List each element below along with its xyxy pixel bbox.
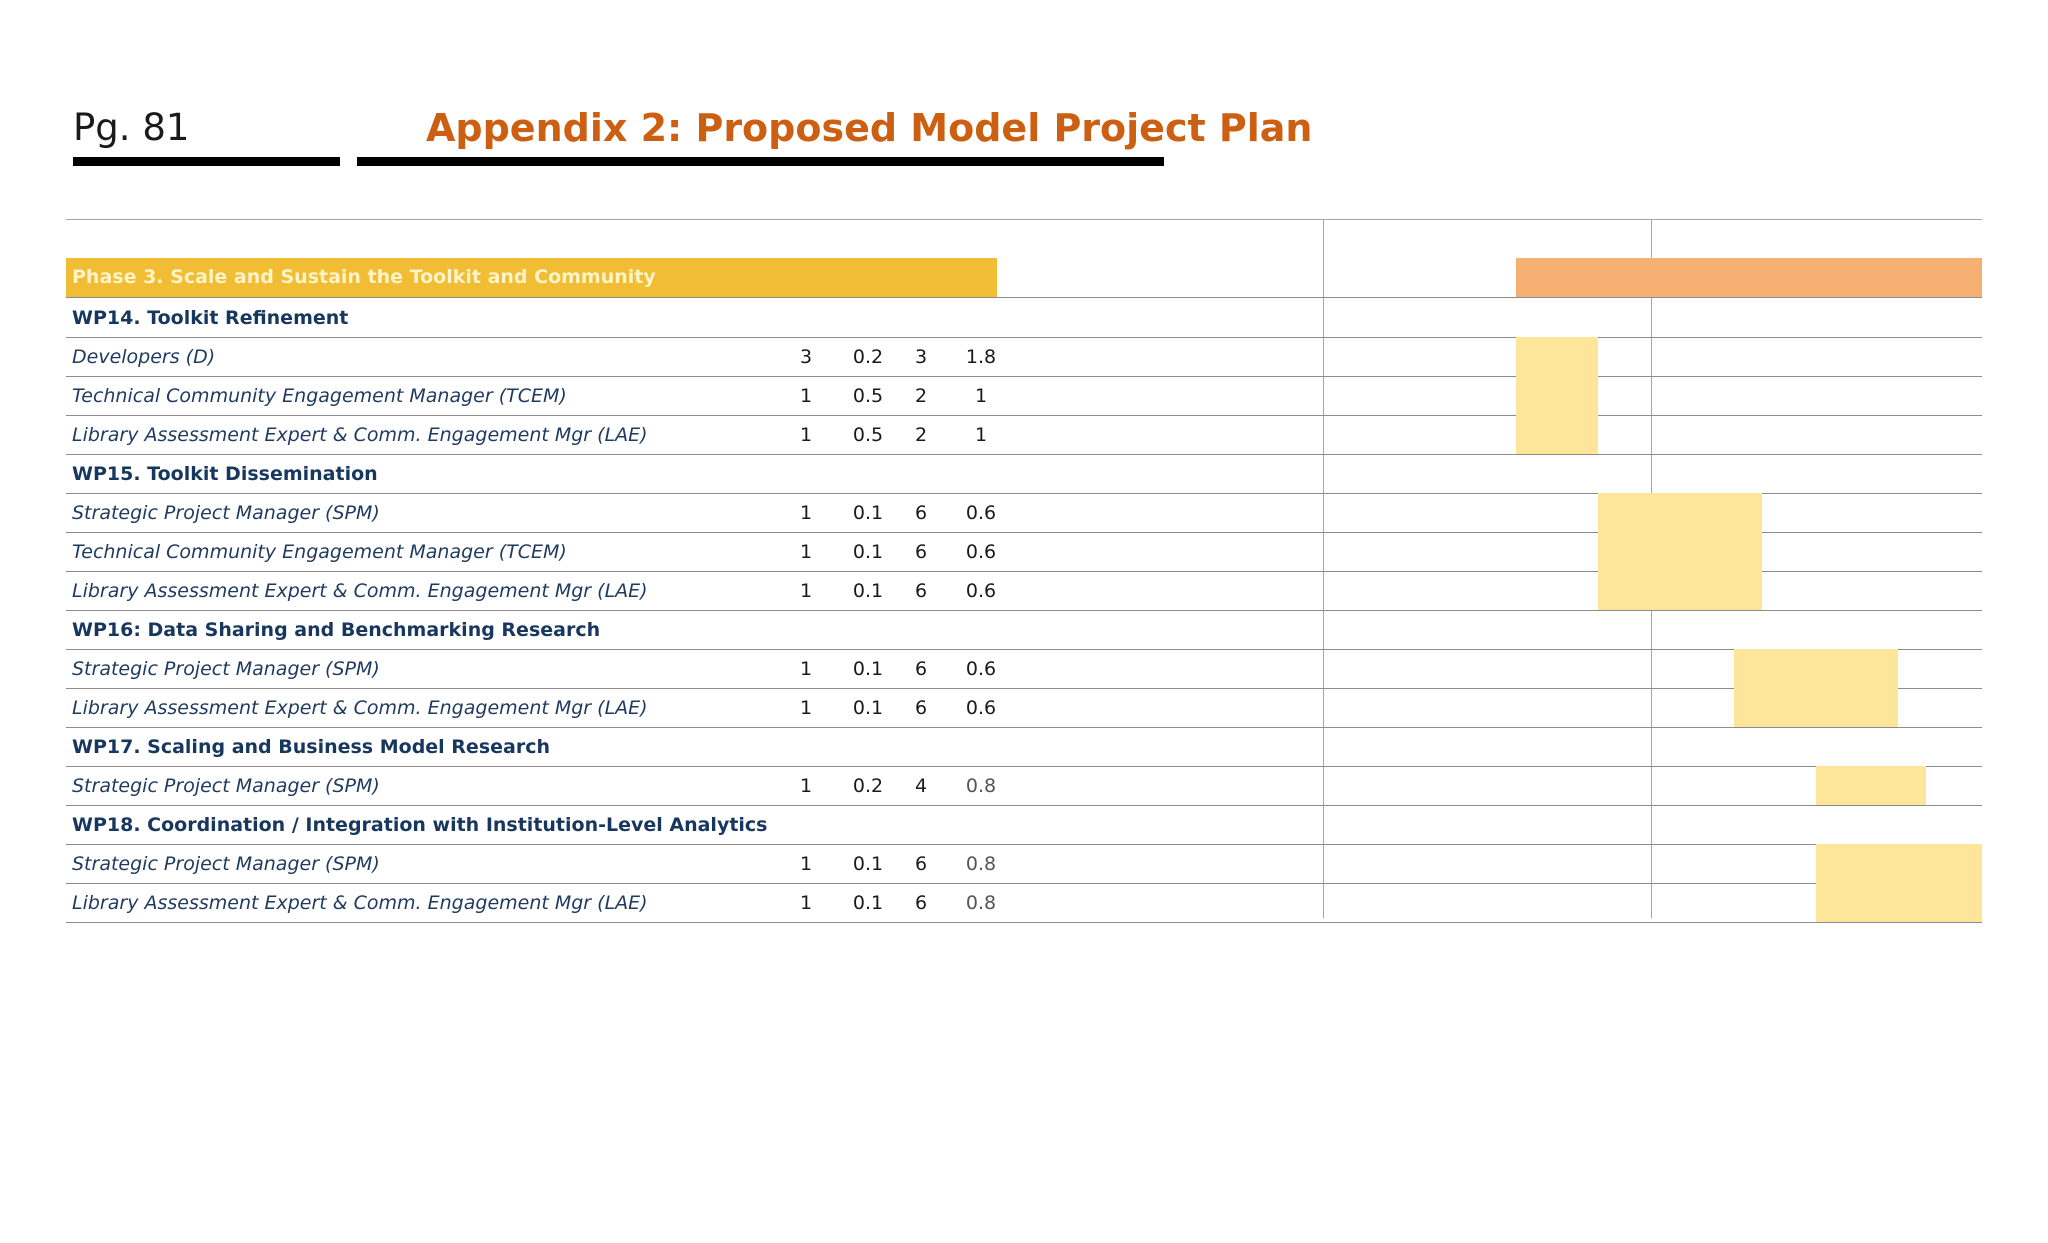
months-value: 2 xyxy=(914,424,928,446)
months-value: 6 xyxy=(914,580,928,602)
timeline-bar xyxy=(1516,415,1598,454)
project-plan-table xyxy=(66,219,1982,919)
role-label: Library Assessment Expert & Comm. Engagement Mgr (LAE) xyxy=(72,697,648,719)
role-row xyxy=(66,376,1982,416)
effort-value: 0.6 xyxy=(965,502,997,524)
page-number: Pg. 81 xyxy=(73,106,190,149)
title-rule xyxy=(357,157,1164,166)
effort-value: 0.6 xyxy=(965,697,997,719)
months-value: 6 xyxy=(914,541,928,563)
fte-value: 0.1 xyxy=(852,580,884,602)
fte-value: 0.5 xyxy=(852,385,884,407)
role-row xyxy=(66,493,1982,533)
effort-value: 0.6 xyxy=(965,541,997,563)
staff-count: 1 xyxy=(799,658,813,680)
work-package-row xyxy=(66,298,1982,338)
table-top-rule xyxy=(66,219,1982,220)
effort-value: 1 xyxy=(974,424,988,446)
months-value: 4 xyxy=(914,775,928,797)
phase-row xyxy=(66,258,1982,298)
effort-value: 0.8 xyxy=(965,853,997,875)
phase-timeline-bar xyxy=(1516,258,1982,297)
role-row xyxy=(66,844,1982,884)
role-label: Technical Community Engagement Manager (TCEM) xyxy=(72,385,567,407)
page-title: Appendix 2: Proposed Model Project Plan xyxy=(426,106,1313,150)
staff-count: 1 xyxy=(799,424,813,446)
months-value: 2 xyxy=(914,385,928,407)
effort-value: 0.8 xyxy=(965,775,997,797)
phase-label: Phase 3. Scale and Sustain the Toolkit and Community xyxy=(72,266,656,288)
months-value: 6 xyxy=(914,658,928,680)
effort-value: 1.8 xyxy=(965,346,997,368)
months-value: 6 xyxy=(914,697,928,719)
role-row xyxy=(66,883,1982,923)
fte-value: 0.1 xyxy=(852,502,884,524)
role-label: Strategic Project Manager (SPM) xyxy=(72,775,380,797)
months-value: 3 xyxy=(914,346,928,368)
role-label: Strategic Project Manager (SPM) xyxy=(72,853,380,875)
page-number-rule xyxy=(73,157,340,166)
role-row xyxy=(66,532,1982,572)
fte-value: 0.1 xyxy=(852,658,884,680)
role-row xyxy=(66,337,1982,377)
effort-value: 1 xyxy=(974,385,988,407)
months-value: 6 xyxy=(914,853,928,875)
staff-count: 1 xyxy=(799,853,813,875)
timeline-bar xyxy=(1734,688,1898,727)
timeline-bar xyxy=(1816,766,1926,805)
fte-value: 0.1 xyxy=(852,853,884,875)
role-row xyxy=(66,688,1982,728)
role-label: Library Assessment Expert & Comm. Engagement Mgr (LAE) xyxy=(72,892,648,914)
work-package-row xyxy=(66,727,1982,767)
effort-value: 0.6 xyxy=(965,658,997,680)
work-package-label: WP17. Scaling and Business Model Research xyxy=(72,736,550,758)
work-package-row xyxy=(66,805,1982,845)
fte-value: 0.1 xyxy=(852,697,884,719)
fte-value: 0.1 xyxy=(852,892,884,914)
role-row xyxy=(66,571,1982,611)
effort-value: 0.6 xyxy=(965,580,997,602)
staff-count: 1 xyxy=(799,541,813,563)
role-label: Library Assessment Expert & Comm. Engagement Mgr (LAE) xyxy=(72,580,648,602)
timeline-bar xyxy=(1816,883,1982,922)
timeline-bar xyxy=(1598,532,1762,571)
timeline-bar xyxy=(1734,649,1898,688)
role-label: Developers (D) xyxy=(72,346,216,368)
fte-value: 0.2 xyxy=(852,346,884,368)
fte-value: 0.2 xyxy=(852,775,884,797)
work-package-label: WP18. Coordination / Integration with Institution-Level Analytics xyxy=(72,814,768,836)
work-package-label: WP14. Toolkit Refinement xyxy=(72,307,349,329)
phase-band xyxy=(66,258,997,297)
months-value: 6 xyxy=(914,892,928,914)
role-label: Technical Community Engagement Manager (TCEM) xyxy=(72,541,567,563)
role-row xyxy=(66,649,1982,689)
work-package-row xyxy=(66,610,1982,650)
role-label: Strategic Project Manager (SPM) xyxy=(72,658,380,680)
staff-count: 3 xyxy=(799,346,813,368)
role-label: Library Assessment Expert & Comm. Engagement Mgr (LAE) xyxy=(72,424,648,446)
timeline-bar xyxy=(1516,337,1598,376)
work-package-label: WP15. Toolkit Dissemination xyxy=(72,463,378,485)
timeline-bar xyxy=(1816,844,1982,883)
staff-count: 1 xyxy=(799,502,813,524)
fte-value: 0.5 xyxy=(852,424,884,446)
timeline-bar xyxy=(1598,571,1762,610)
staff-count: 1 xyxy=(799,385,813,407)
fte-value: 0.1 xyxy=(852,541,884,563)
timeline-bar xyxy=(1598,493,1762,532)
role-row xyxy=(66,415,1982,455)
staff-count: 1 xyxy=(799,775,813,797)
timeline-bar xyxy=(1516,376,1598,415)
role-label: Strategic Project Manager (SPM) xyxy=(72,502,380,524)
staff-count: 1 xyxy=(799,697,813,719)
work-package-row xyxy=(66,454,1982,494)
months-value: 6 xyxy=(914,502,928,524)
work-package-label: WP16: Data Sharing and Benchmarking Research xyxy=(72,619,601,641)
effort-value: 0.8 xyxy=(965,892,997,914)
staff-count: 1 xyxy=(799,892,813,914)
staff-count: 1 xyxy=(799,580,813,602)
role-row xyxy=(66,766,1982,806)
